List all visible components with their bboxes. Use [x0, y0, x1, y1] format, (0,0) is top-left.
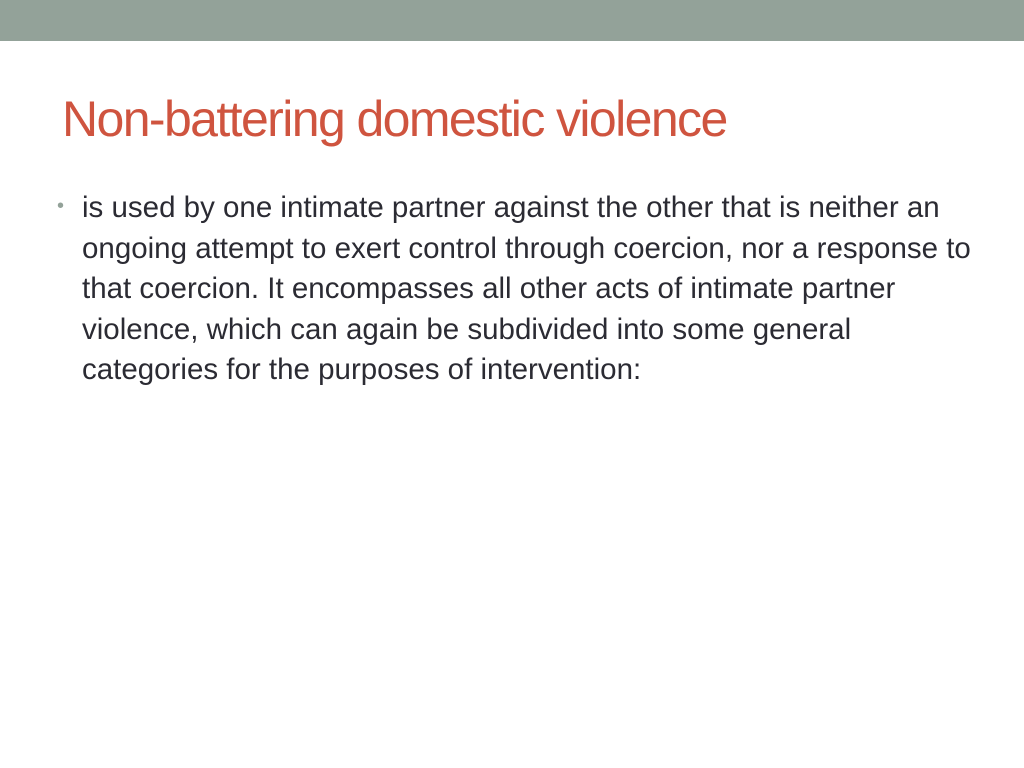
- bullet-dot-icon: •: [57, 195, 65, 217]
- bullet-text: is used by one intimate partner against the other that is neither an ongoing attempt to exert control through coercion, nor a response to that coercion. It encompasses all other acts of intimate partner violence, which can again be subdivided into some general categories for the purposes of intervention:: [82, 191, 971, 386]
- slide-title: Non-battering domestic violence: [62, 91, 727, 147]
- top-accent-band: [0, 0, 1024, 41]
- bullet-list: [56, 188, 976, 391]
- bullet-item: [56, 188, 976, 391]
